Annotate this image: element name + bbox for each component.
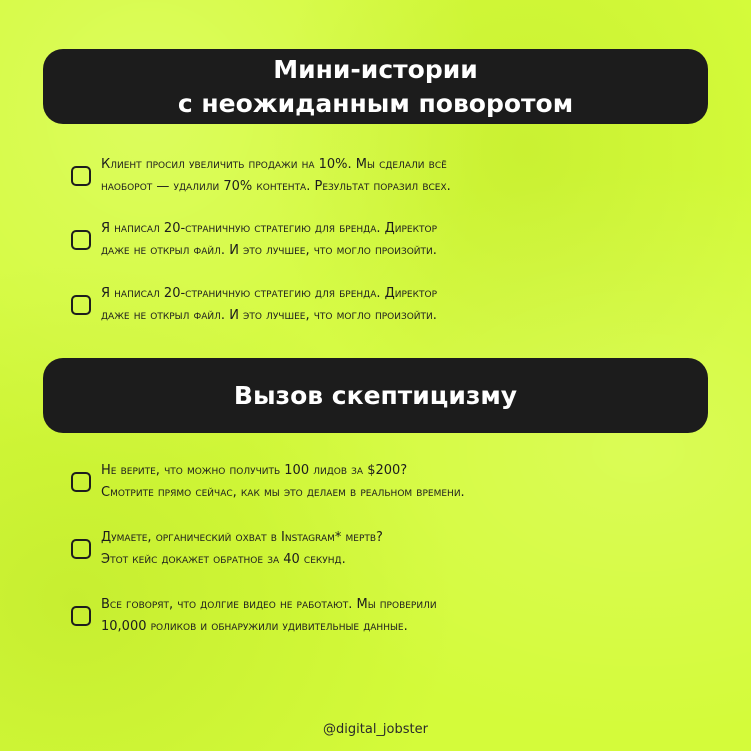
list-item	[71, 527, 661, 571]
list-item	[71, 283, 661, 327]
list-item-text: Я написал 20-страничную стратегию для бренда. Директор даже не открыл файл. И это лучшее, что могло произойти.	[101, 286, 438, 323]
section-title-skepticism	[43, 358, 708, 433]
list-item-text: Думаете, органический охват в Instagram* мертв? Этот кейс докажет обратное за 40 секунд.	[101, 530, 383, 567]
section-title: Вызов скептицизму	[233, 381, 518, 410]
checkbox[interactable]	[71, 166, 91, 186]
list-item	[71, 594, 661, 638]
footer-handle: @digital_jobster	[323, 722, 428, 737]
list-item	[71, 154, 661, 198]
checkbox[interactable]	[71, 230, 91, 250]
section-title-mini-stories	[43, 49, 708, 124]
list-item-text: Не верите, что можно получить 100 лидов за $200? Смотрите прямо сейчас, как мы это делаем в реальном времени.	[101, 463, 465, 500]
checkbox[interactable]	[71, 539, 91, 559]
checkbox[interactable]	[71, 295, 91, 315]
list-item-text: Клиент просил увеличить продажи на 10%. Мы сделали всё наоборот — удалили 70% контента. Результат поразил всех.	[101, 157, 451, 194]
section-title-line-1: Мини-истории	[273, 54, 478, 84]
checkbox[interactable]	[71, 606, 91, 626]
list-item	[71, 218, 661, 262]
list-item	[71, 460, 661, 504]
checkbox[interactable]	[71, 472, 91, 492]
list-item-text: Все говорят, что долгие видео не работают. Мы проверили 10,000 роликов и обнаружили удивительные данные.	[101, 597, 437, 634]
section-title-line-2: с неожиданным поворотом	[177, 88, 574, 118]
list-item-text: Я написал 20-страничную стратегию для бренда. Директор даже не открыл файл. И это лучшее, что могло произойти.	[101, 221, 438, 258]
